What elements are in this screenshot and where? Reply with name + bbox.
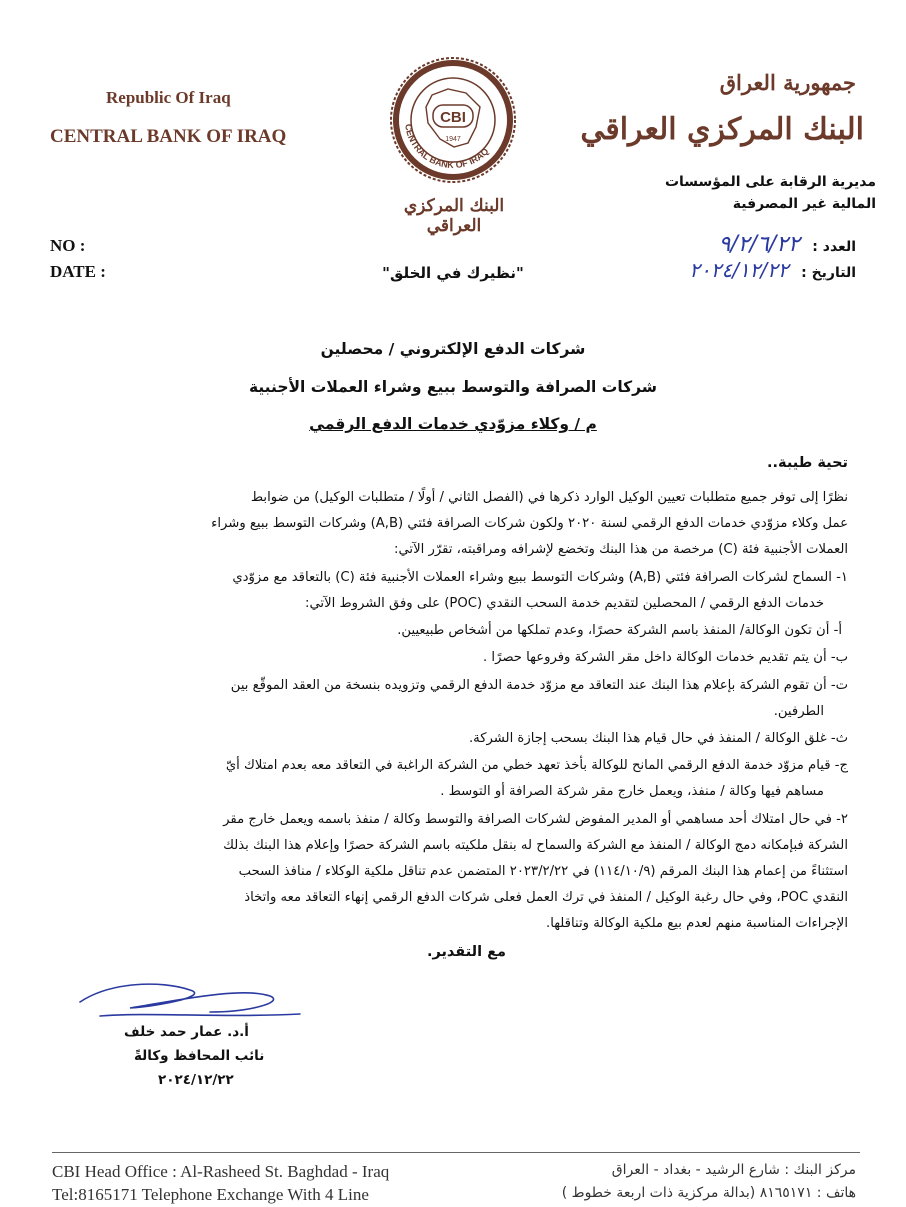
- body-line: ج- قيام مزوّد خدمة الدفع الرقمي المانح للوكالة بأخذ تعهد خطي من الشركة الراغبة في التعاقد معه بعدم امتلاك أيّ: [225, 758, 848, 773]
- body-line: استثناءً من إعمام هذا البنك المرقم (١١٤/١٠/٩) في ٢٠٢٣/٢/٢٢ المتضمن عدم تناقل ملكية الوكلاء / منافذ السحب: [238, 864, 848, 879]
- body-line: النقدي POC، وفي حال رغبة الوكيل / المنفذ في ترك العمل فعلى شركات الدفع الرقمي إنهاء التعاقد معه واتخاذ: [244, 890, 848, 905]
- seal-year: 1947: [445, 136, 461, 143]
- body-line: عمل وكلاء مزوّدي خدمات الدفع الرقمي لسنة ٢٠٢٠ ولكون شركات الصرافة فئتي (A,B) وشركات التوسط ببيع وشراء: [211, 516, 848, 531]
- handwritten-signature: [70, 972, 310, 1032]
- subject-line-2: شركات الصرافة والتوسط ببيع وشراء العملات الأجنبية: [248, 378, 658, 396]
- header-country-en: Republic Of Iraq: [106, 88, 231, 107]
- department-line-1: مديرية الرقابة على المؤسسات: [664, 174, 876, 190]
- footer-divider: [52, 1152, 860, 1153]
- letter-number-value: ٩/٢/٦/٢٢: [718, 232, 800, 257]
- body-line: ب- أن يتم تقديم خدمات الوكالة داخل مقر الشركة وفروعها حصرًا .: [483, 650, 848, 665]
- seal-arabic-logo-text: البنك المركزي العراقي: [403, 196, 505, 236]
- body-line: ث- غلق الوكالة / المنفذ في حال قيام هذا البنك بسحب إجازة الشركة.: [468, 731, 848, 746]
- footer-phone-en: Tel:8165171 Telephone Exchange With 4 Line: [52, 1185, 369, 1204]
- body-line: الشركة فبإمكانه دمج الوكالة / المنفذ مع الشركة والسماح له بنقل ملكيته باسم الشركة حصرًا وإعلام هذا البنك بذلك: [223, 838, 848, 853]
- footer-phone-ar: هاتف : ٨١٦٥١٧١ (بدالة مركزية ذات اربعة خطوط ): [561, 1185, 856, 1201]
- letter-number: [719, 232, 856, 257]
- body-line: أ- أن تكون الوكالة/ المنفذ باسم الشركة حصرًا، وعدم تملكها من أشخاص طبيعيين.: [397, 623, 842, 638]
- letter-number-label: العدد :: [812, 239, 856, 255]
- greeting: تحية طيبة..: [767, 455, 848, 471]
- seal-center-text: CBI: [440, 109, 466, 126]
- header-bank-ar: البنك المركزي العراقي: [580, 112, 864, 147]
- body-line: مساهم فيها وكالة / منفذ، ويعمل خارج مقر شركة الصرافة أو التوسط .: [440, 784, 824, 799]
- signature-date: ٢٠٢٤/١٢/٢٢: [158, 1072, 234, 1088]
- number-label-en: NO :: [50, 236, 86, 255]
- body-line: الطرفين.: [773, 704, 824, 719]
- footer-address-ar: مركز البنك : شارع الرشيد - بغداد - العراق: [611, 1162, 856, 1178]
- subject-line-3: م / وكلاء مزوّدي خدمات الدفع الرقمي: [309, 415, 597, 433]
- signatory-title: نائب المحافظ وكالةً: [134, 1048, 265, 1064]
- motto: "نظيرك في الخلق": [382, 264, 524, 282]
- header-bank-en: CENTRAL BANK OF IRAQ: [50, 126, 287, 147]
- body-line: ت- أن تقوم الشركة بإعلام هذا البنك عند التعاقد مع مزوّد خدمة الدفع الرقمي وتزويده بنسخة من العقد الموقّع بين: [230, 678, 848, 693]
- body-line: نظرًا إلى توفر جميع متطلبات تعيين الوكيل الوارد ذكرها في (الفصل الثاني / أولًا / متطلبات الوكيل) من ضوابط: [250, 490, 848, 505]
- body-line: ١- السماح لشركات الصرافة فئتي (A,B) وشركات التوسط ببيع وشراء العملات الأجنبية فئة (C) بالتعاقد مع مزوّدي: [232, 570, 848, 585]
- closing: مع التقدير.: [426, 944, 506, 960]
- signatory-name: أ.د. عمار حمد خلف: [124, 1024, 249, 1040]
- header-country-ar: جمهورية العراق: [719, 70, 856, 95]
- body-line: خدمات الدفع الرقمي / المحصلين لتقديم خدمة السحب النقدي (POC) على وفق الشروط الآتي:: [305, 596, 824, 611]
- letter-date: [689, 258, 856, 282]
- cbi-seal-logo: [388, 55, 518, 185]
- department-line-2: المالية غير المصرفية: [732, 196, 876, 212]
- footer-address-en: CBI Head Office : Al-Rasheed St. Baghdad - Iraq: [52, 1162, 390, 1181]
- subject-line-1: شركات الدفع الإلكتروني / محصلين: [320, 340, 586, 358]
- letter-date-label: التاريخ :: [801, 265, 856, 281]
- date-label-en: DATE :: [50, 262, 106, 281]
- letter-date-value: ٢٠٢٤/١٢/٢٢: [689, 258, 789, 282]
- body-line: العملات الأجنبية فئة (C) مرخصة من هذا البنك وتخضع لإشرافه ومراقبته، تقرّر الآتي:: [394, 542, 848, 557]
- body-line: ٢- في حال امتلاك أحد مساهمي أو المدير المفوض لشركات الصرافة والتوسط وكالة / منفذ باسمه ويعمل خارج مقر: [223, 812, 848, 827]
- seal-ring-text: CENTRAL BANK OF IRAQ: [403, 123, 491, 171]
- body-line: الإجراءات المناسبة منهم لعدم بيع ملكية الوكالة وتناقلها.: [546, 916, 848, 931]
